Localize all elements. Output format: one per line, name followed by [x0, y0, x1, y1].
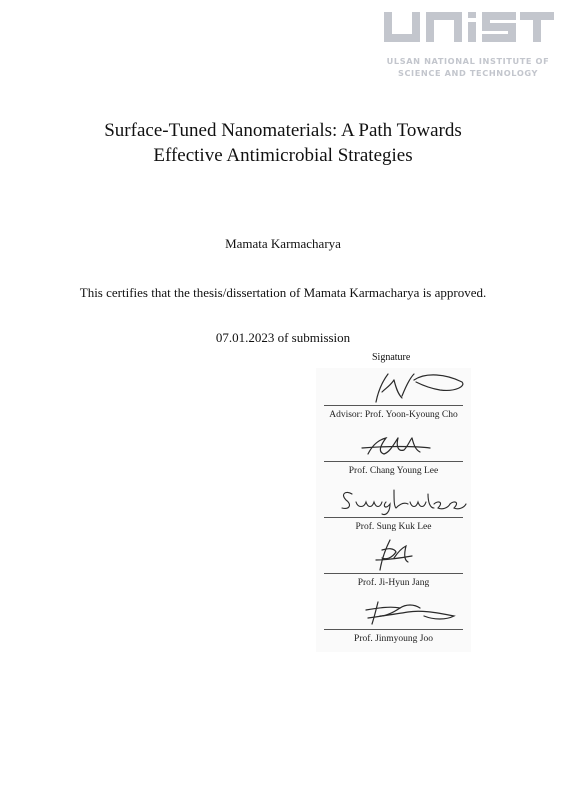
signature-line — [324, 573, 463, 574]
signature-line — [324, 629, 463, 630]
thesis-title-line1: Surface-Tuned Nanomaterials: A Path Towards — [104, 120, 462, 141]
logo-subtitle-line1: ULSAN NATIONAL INSTITUTE OF — [386, 56, 550, 66]
thesis-title-line2: Effective Antimicrobial Strategies — [153, 145, 413, 166]
signature-line — [324, 461, 463, 462]
signature-line — [324, 405, 463, 406]
thesis-title — [0, 118, 566, 168]
handwritten-signature-jinmyoung-joo — [316, 592, 471, 632]
handwritten-signature-cho — [316, 368, 471, 408]
signatory-advisor-cho: Advisor: Prof. Yoon-Kyoung Cho — [329, 410, 458, 420]
certification-statement: This certifies that the thesis/dissertation of Mamata Karmacharya is approved. — [79, 285, 487, 300]
signatory-ji-hyun-jang: Prof. Ji-Hyun Jang — [357, 578, 430, 588]
handwritten-signature-chang-young-lee — [316, 424, 471, 464]
handwritten-signature-sung-kuk-lee — [316, 480, 471, 520]
logo-subtitle-line2: SCIENCE AND TECHNOLOGY — [397, 68, 539, 78]
signatory-chang-young-lee: Prof. Chang Young Lee — [348, 466, 439, 476]
signature-row-jang — [316, 536, 471, 592]
signature-row-lee-cy — [316, 424, 471, 480]
signatory-jinmyoung-joo: Prof. Jinmyoung Joo — [354, 634, 433, 644]
signature-row-lee-sk — [316, 480, 471, 536]
signature-line — [324, 517, 463, 518]
signature-row-advisor — [316, 368, 471, 424]
signature-heading: Signature — [372, 352, 411, 363]
unist-logo-wordmark — [380, 8, 560, 54]
signature-block — [316, 368, 471, 652]
signatory-sung-kuk-lee: Prof. Sung Kuk Lee — [355, 522, 432, 532]
author-name: Mamata Karmacharya — [225, 236, 341, 251]
unist-logo — [380, 8, 560, 86]
handwritten-signature-ji-hyun-jang — [316, 536, 471, 576]
submission-date: 07.01.2023 of submission — [215, 330, 351, 345]
signature-row-joo — [316, 592, 471, 648]
